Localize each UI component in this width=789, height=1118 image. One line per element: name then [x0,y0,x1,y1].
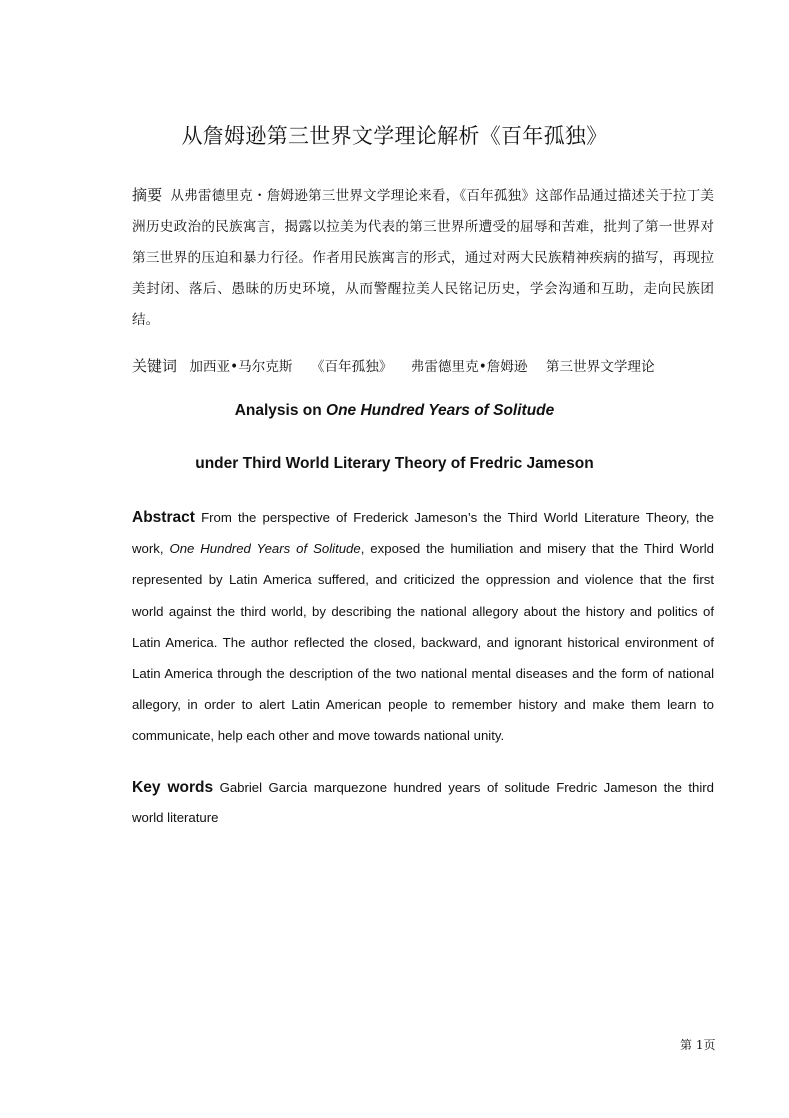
english-title-book: One Hundred Years of Solitude [326,402,555,419]
english-abstract-text-2: , exposed the humiliation and misery that the Third World represented by Latin America suffered, and criticized the oppression and violence that the first world against the third world, by describing the national allegory about the history and politics of Latin America. The author reflected the closed, backward, and ignorant historical environment of Latin America through the description of the two national mental diseases and the form of national allegory, in order to alert Latin American people to remember history and make them learn to communicate, help each other and move towards national unity. [132,541,714,744]
english-abstract-text-1: From the perspective of Frederick Jameson’s the Third World Literature Theory, the work, [132,510,714,557]
chinese-abstract-label: 摘要 [132,186,163,204]
english-abstract [132,502,714,752]
english-keywords-label: Key words [132,779,214,796]
chinese-keyword: 《百年孤独》 [310,359,393,375]
chinese-keywords-label: 关键词 [132,357,178,375]
chinese-keyword: 弗雷德里克•詹姆逊 [410,359,528,375]
english-title-line-1 [0,399,789,423]
english-keywords-text: Gabriel Garcia marquezone hundred years of solitude Fredric Jameson the third world literature [132,780,714,825]
chinese-keyword: 第三世界文学理论 [545,359,655,375]
chinese-keywords [132,352,714,381]
english-title-line-2: under Third World Literary Theory of Fredric Jameson [195,455,594,472]
page-number: 第 1页 [680,1038,716,1052]
english-title-prefix: Analysis on [234,402,322,419]
chinese-abstract [132,180,714,336]
english-keywords [132,773,714,833]
chinese-title: 从詹姆逊第三世界文学理论解析《百年孤独》 [181,124,608,148]
english-abstract-book-title: One Hundred Years of Solitude [169,541,361,557]
chinese-abstract-text: 从弗雷德里克・詹姆逊第三世界文学理论来看，《百年孤独》这部作品通过描述关于拉丁美洲历史政治的民族寓言，揭露以拉美为代表的第三世界所遭受的屈辱和苦难，批判了第一世界对第三世界的压迫和暴力行径。作者用民族寓言的形式，通过对两大民族精神疾病的描写，再现拉美封闭、落后、愚昧的历史环境，从而警醒拉美人民铭记历史，学会沟通和互助，走向民族团结。 [132,188,714,328]
english-abstract-label: Abstract [132,509,195,526]
chinese-keyword: 加西亚•马尔克斯 [189,359,293,375]
